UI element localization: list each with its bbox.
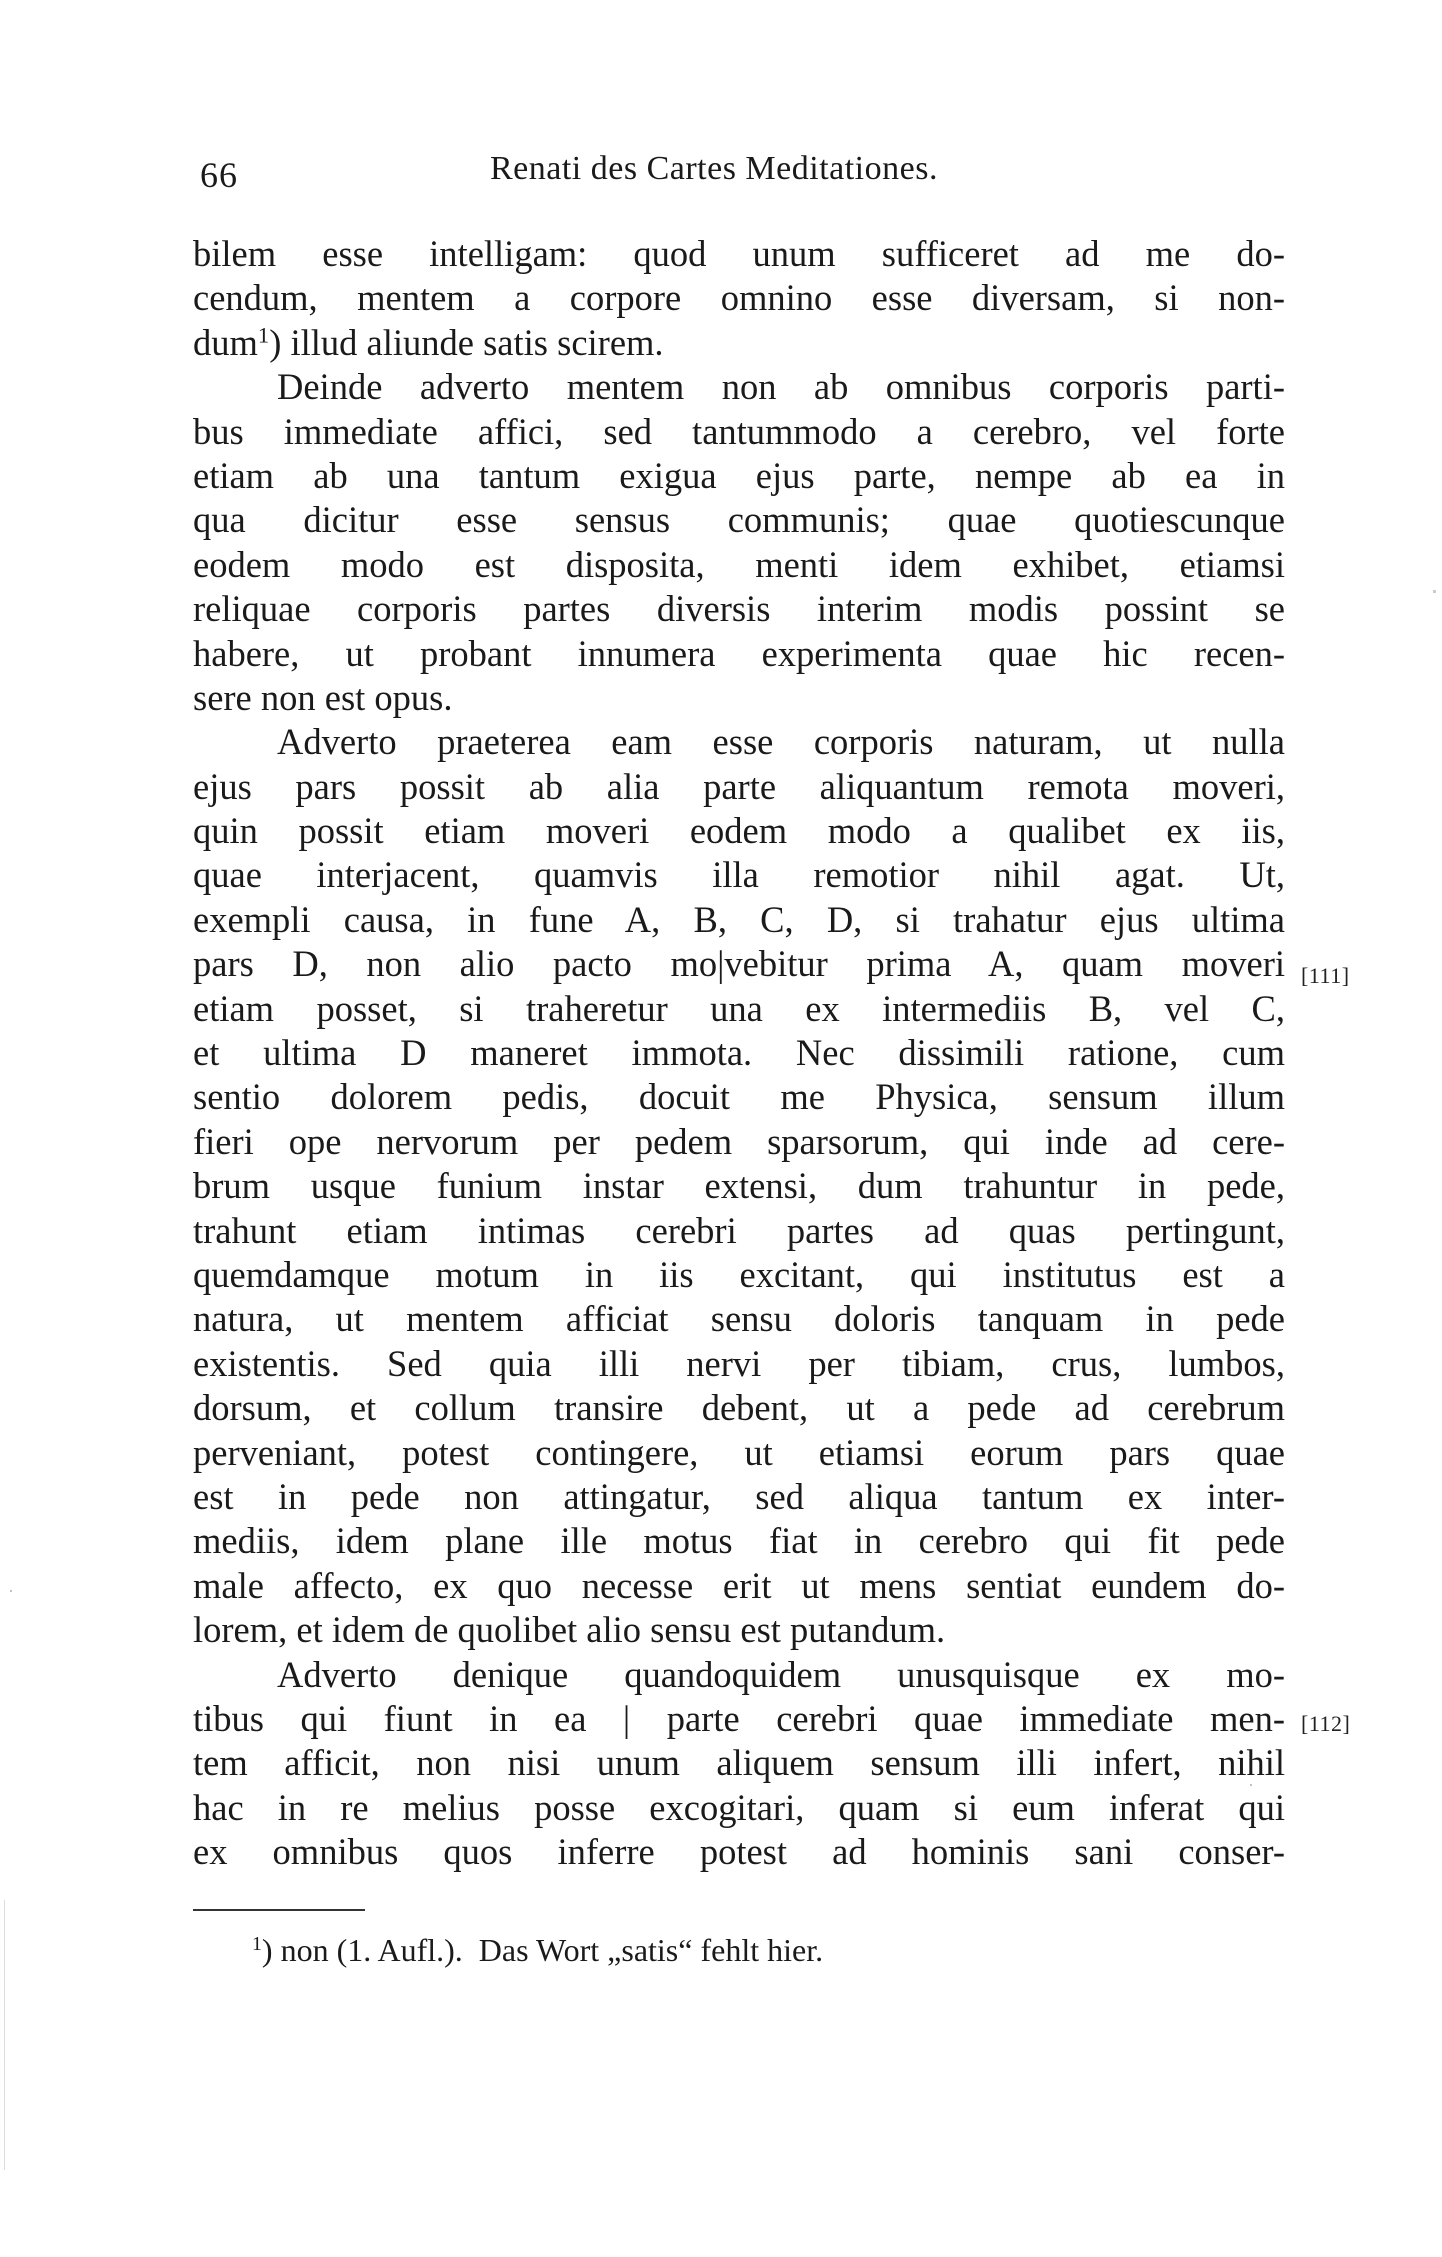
text-fragment: ) illud aliunde satis scirem. [269,321,664,363]
text-line: est in pede non attingatur, sed aliqua tantum ex inter- [193,1475,1285,1517]
text-line: sentio dolorem pedis, docuit me Physica, sensum illum [193,1076,1285,1118]
text-line: reliquae corporis partes diversis interim modis possint se [193,588,1285,630]
text-line: ejus pars possit ab alia parte aliquantum remota moveri, [193,765,1285,807]
footnote-separator [193,1909,365,1911]
text-line: exempli causa, in fune A, B, C, D, si trahatur ejus ultima [193,898,1285,940]
text-line: lorem, et idem de quolibet alio sensu est putandum. [193,1609,946,1651]
scan-artifact [10,1590,12,1592]
text-line: tibus qui fiunt in ea | parte cerebri quae immediate men- [193,1697,1285,1739]
footnote-marker: 1 [252,1933,262,1956]
text-line: quemdamque motum in iis excitant, qui institutus est a [193,1253,1285,1295]
text-line: tem afficit, non nisi unum aliquem sensum illi infert, nihil [193,1742,1285,1784]
page-number: 66 [200,155,238,195]
text-line: bilem esse intelligam: quod unum sufficeret ad me do- [193,233,1285,274]
text-line: quin possit etiam moveri eodem modo a qualibet ex iis, [193,810,1285,852]
margin-page-reference: [112] [1301,1711,1351,1736]
text-line: etiam ab una tantum exigua ejus parte, nempe ab ea in [193,454,1285,496]
margin-page-reference: [111] [1301,963,1350,988]
running-title: Renati des Cartes Meditationes. [490,150,938,187]
scan-artifact [1433,590,1436,593]
text-line: mediis, idem plane ille motus fiat in cerebro qui fit pede [193,1520,1285,1562]
footnote-text: ) non (1. Aufl.). Das Wort „satis“ fehlt hier. [261,1932,824,1968]
text-line: dorsum, et collum transire debent, ut a pede ad cerebrum [193,1387,1285,1429]
text-line: eodem modo est disposita, menti idem exhibet, etiamsi [193,543,1285,585]
text-line: quae interjacent, quamvis illa remotior nihil agat. Ut, [193,854,1285,896]
paragraph-first-line: Adverto praeterea eam esse corporis naturam, ut nulla [277,721,1285,763]
text-line: et ultima D maneret immota. Nec dissimili ratione, cum [193,1032,1285,1074]
text-line: hac in re melius posse excogitari, quam si eum inferat qui [193,1786,1285,1828]
text-line: qua dicitur esse sensus communis; quae quotiescunque [193,499,1285,541]
text-line: existentis. Sed quia illi nervi per tibiam, crus, lumbos, [193,1342,1285,1384]
text-line: cendum, mentem a corpore omnino esse diversam, si non- [193,277,1285,319]
text-line [193,321,1285,365]
text-line: trahunt etiam intimas cerebri partes ad quas pertingunt, [193,1209,1285,1251]
page-header [200,150,1285,200]
footnote [252,1932,823,1969]
text-line: ex omnibus quos inferre potest ad hominis sani conser- [193,1831,1285,1873]
text-line: natura, ut mentem afficiat sensu doloris tanquam in pede [193,1298,1285,1340]
text-line: bus immediate affici, sed tantummodo a cerebro, vel forte [193,410,1285,452]
scan-artifact [4,1900,5,2170]
footnote-reference: 1 [257,322,270,348]
scan-artifact [1250,1784,1252,1786]
text-line: male affecto, ex quo necesse erit ut mens sentiat eundem do- [193,1564,1285,1606]
text-line: brum usque funium instar extensi, dum trahuntur in pede, [193,1165,1285,1207]
paragraph-first-line: Deinde adverto mentem non ab omnibus corporis parti- [277,366,1285,408]
main-text [193,232,1285,1874]
text-line: perveniant, potest contingere, ut etiamsi eorum pars quae [193,1431,1285,1473]
paragraph-first-line: Adverto denique quandoquidem unusquisque ex mo- [277,1653,1285,1695]
text-line: sere non est opus. [193,676,453,718]
text-fragment: dum [193,321,258,363]
text-line: etiam posset, si traheretur una ex intermediis B, vel C, [193,987,1285,1029]
text-line: fieri ope nervorum per pedem sparsorum, qui inde ad cere- [193,1120,1285,1162]
text-line: habere, ut probant innumera experimenta quae hic recen- [193,632,1285,674]
text-line: pars D, non alio pacto mo|vebitur prima A, quam moveri [193,943,1285,985]
